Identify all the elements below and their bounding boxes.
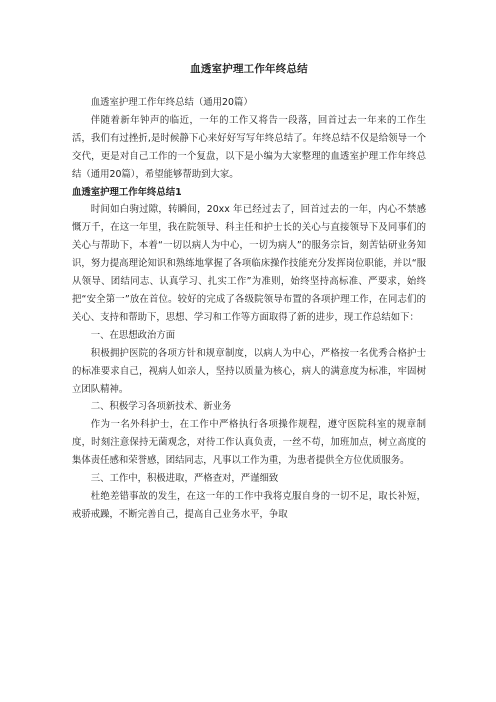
subheading-political: 一、在思想政治方面	[90, 329, 176, 341]
intro-subtitle: 血透室护理工作年终总结（通用20篇）	[90, 97, 253, 108]
subheading-work: 三、工作中，积极进取，严格查对，严谨细致	[90, 473, 279, 485]
political-paragraph: 积极拥护医院的各项方针和规章制度，以病人为中心，严格按一名优秀合格护士的标准要求自己，视病人如亲人，坚持以质量为核心，病人的满意度为标准，牢固树立团队精神。	[72, 347, 426, 395]
section-heading-1: 血透室护理工作年终总结1	[72, 186, 182, 198]
work-paragraph: 杜绝差错事故的发生，在这一年的工作中我将克服自身的一切不足，取长补短，戒骄戒躁，不断完善自己，提高自己业务水平，争取	[72, 490, 426, 520]
subheading-learning: 二、积极学习各项新技术、新业务	[90, 401, 232, 413]
document-title: 血透室护理工作年终总结	[190, 63, 308, 75]
learning-paragraph: 作为一名外科护士，在工作中严格执行各项操作规程，遵守医院科室的规章制度，时刻注意保持无菌观念，对待工作认真负责，一丝不苟，加班加点，树立高度的集体责任感和荣誉感，团结同志，凡事以工作为重，为患者提供全方位优质服务。	[72, 419, 426, 467]
summary-paragraph: 时间如白驹过隙，转瞬间，20xx 年已经过去了，回首过去的一年，内心不禁感慨万千，在这一年里，我在院领导、科主任和护士长的关心与直接领导下及同事们的关心与帮助下，本着“一切以病人为中心，一切为病人”的服务宗旨，刻苦钻研业务知识，努力提高理论知识和熟练地掌握了各项临床操作技能充分发挥岗位职能，并以“服从领导、团结同志、认真学习、扎实工作”为准则，始终坚持高标准、严要求，始终把“安全第一”放在首位。较好的完成了各级院领导布置的各项护理工作，在同志们的关心、支持和帮助下，思想、学习和工作等方面取得了新的进步，现工作总结如下：	[72, 204, 426, 323]
intro-paragraph: 伴随着新年钟声的临近，一年的工作又将告一段落，回首过去一年来的工作生活，我们有过挫折,是时候静下心来好好写写年终总结了。年终总结不仅是给领导一个交代，更是对自己工作的一个复盘，以下是小编为大家整理的血透室护理工作年终总结（通用20篇），希望能够帮助到大家。	[72, 114, 426, 180]
document-body	[72, 94, 426, 524]
